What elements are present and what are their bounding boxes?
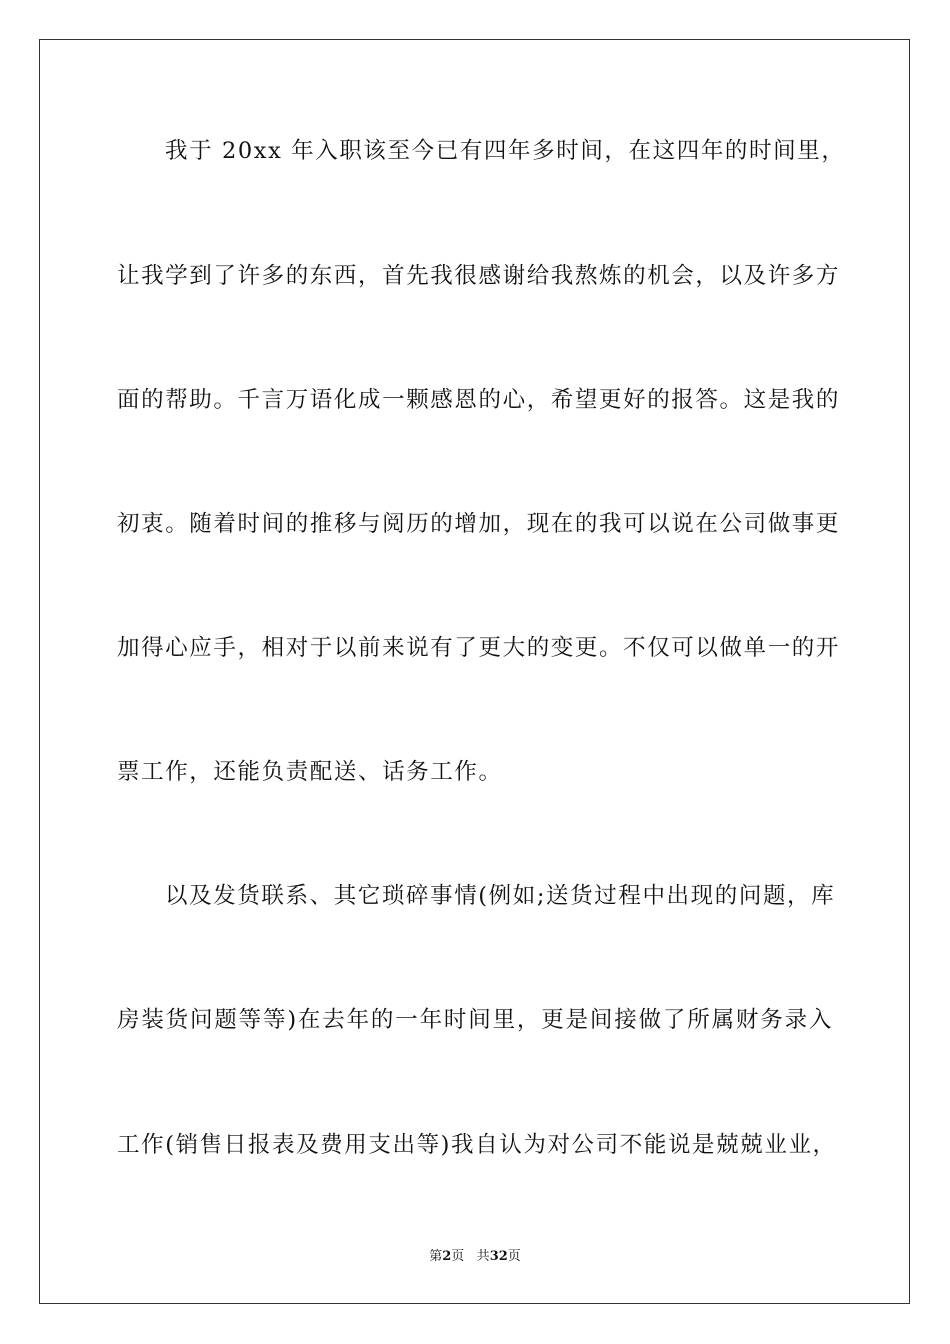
text-line: 以及发货联系、其它琐碎事情(例如;送货过程中出现的问题，库 [165, 883, 836, 909]
text-line: 面的帮助。千言万语化成一颗感恩的心，希望更好的报答。这是我的 [117, 387, 841, 413]
text-line: 工作(销售日报表及费用支出等)我自认为对公司不能说是兢兢业业， [117, 1132, 837, 1158]
total-label-suffix: 页 [507, 1249, 521, 1264]
text-line: 加得心应手，相对于以前来说有了更大的变更。不仅可以做单一的开 [117, 635, 841, 661]
page-footer [0, 1248, 950, 1266]
total-pages: 32 [489, 1249, 508, 1264]
text-line: 初衷。随着时间的推移与阅历的增加，现在的我可以说在公司做事更 [117, 511, 841, 537]
page-label-suffix: 页 [451, 1249, 465, 1264]
page-border [39, 39, 910, 1304]
text-line: 房装货问题等等)在去年的一年时间里，更是间接做了所属财务录入 [117, 1007, 833, 1033]
total-label-prefix: 共 [476, 1249, 490, 1264]
text-line: 让我学到了许多的东西，首先我很感谢给我熬炼的机会，以及许多方 [117, 263, 841, 289]
page-label-prefix: 第 [429, 1249, 443, 1264]
text-line: 我于 20xx 年入职该至今已有四年多时间，在这四年的时间里， [165, 138, 846, 164]
text-line: 票工作，还能负责配送、话务工作。 [117, 759, 503, 785]
page-number: 2 [442, 1249, 452, 1264]
